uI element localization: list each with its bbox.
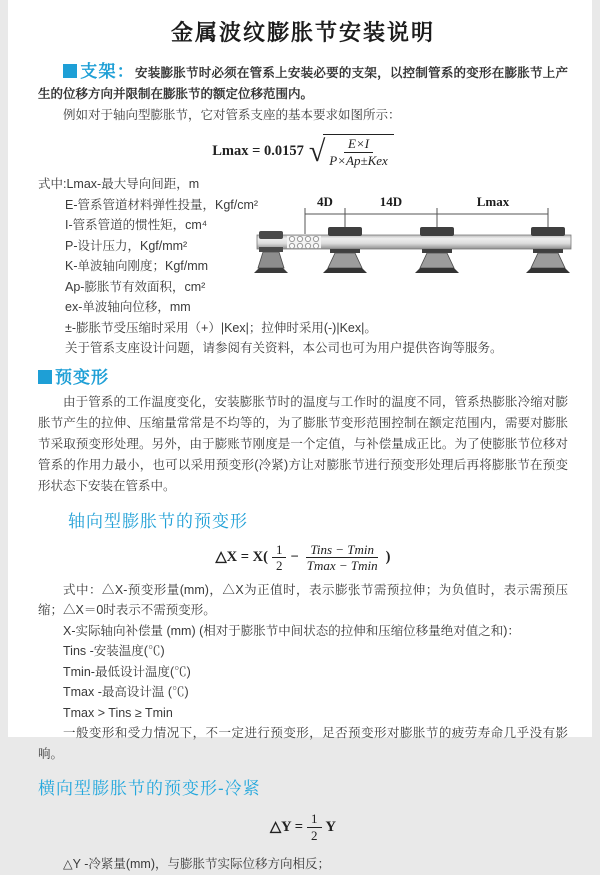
note-line: X-实际轴向补偿量 (mm) (相对于膨胀节中间状态的拉伸和压缩位移量绝对值之和)： <box>63 623 520 638</box>
half-numerator: 1 <box>307 811 322 828</box>
minus-sign: − <box>290 549 299 566</box>
pipe-support-diagram <box>253 192 600 287</box>
guide-support <box>526 227 570 273</box>
guide-support <box>415 227 459 273</box>
support-heading-label: 支架： <box>80 62 135 81</box>
diagram-label-lmax: Lmax <box>476 194 510 209</box>
definition-line: ex-单波轴向位移，mm <box>65 300 191 315</box>
formula-axial-lhs: △X = X( <box>215 549 268 566</box>
formula-lmax-lhs: Lmax = 0.0157 <box>212 142 304 159</box>
support-intro-text: 安装膨胀节时必须在管系上安装必要的支架，以控制管系的变形在膨胀节上产生的位移方向并限制在膨胀节的额定位移范围内。 <box>38 66 568 101</box>
note-line: Tmin-最低设计温度(℃) <box>63 664 191 679</box>
formula-lmax-denominator: P×Ap±Kex <box>329 152 388 168</box>
bellows-icon <box>287 236 321 249</box>
diagram-label-14d: 14D <box>379 194 403 209</box>
formula-lateral-rhs: Y <box>325 818 336 835</box>
document-page <box>8 0 592 871</box>
formula-axial-rhs: ) <box>385 549 391 566</box>
support-intro-paragraph <box>38 61 568 105</box>
support-section-heading <box>63 62 135 81</box>
page-title: 金属波纹膨胀节安装说明 <box>170 20 435 45</box>
definition-line: P-设计压力，Kgf/mm² <box>65 238 188 253</box>
formula-axial <box>38 542 568 574</box>
formula-lmax <box>38 134 568 168</box>
formula-axial-numerator: Tins − Tmin <box>306 542 378 559</box>
diagram-label-4d: 4D <box>317 194 333 209</box>
note-line: 一般变形和受力情况下，不一定进行预变形，足否预变形对膨胀节的疲劳寿命几乎没有影响。 <box>38 726 568 761</box>
note-line: 式中：△X-预变形量(mm)，△X为正值时，表示膨张节需预拉伸；为负值时，表示需预压缩；△X＝0时表示不需预变形。 <box>38 582 568 618</box>
preform-section-heading <box>38 367 568 390</box>
definition-line: E-管系管道材料弹性投量，Kgf/cm² <box>65 197 259 212</box>
definition-line: 式中:Lmax-最大导向间距，m <box>38 177 200 192</box>
note-line: Tmax > Tins ≥ Tmin <box>63 705 173 720</box>
preform-body-paragraph: 由于管系的工作温度变化，安装膨胀节时的温度与工作时的温度不同，管系热膨胀冷缩对膨胀节产生的拉伸、压缩量常常是不均等的，为了膨胀节变形范围控制在额定范围内，需要对膨胀节采取预变形处理。另外，由于膨账节刚度是一个定值，与补偿量成正比。为了使膨胀节位移对管系的作用力最小，也可以采用预变形(冷紧)方让对膨胀节进行预变形处理后再将膨胀节在预变形状态下安装在管系中。 <box>38 394 568 493</box>
definition-line: K-单波轴向刚度；Kgf/mm <box>65 259 209 274</box>
definition-line: I-管系管道的惯性矩，cm⁴ <box>65 218 208 233</box>
formula-lateral-lhs: △Y = <box>270 818 303 835</box>
section-square-icon <box>63 64 77 78</box>
note-line: Tins -安装温度(℃) <box>63 644 165 659</box>
formula-lateral <box>38 811 568 843</box>
section-square-icon <box>38 370 52 384</box>
preform-heading-label: 预变形 <box>55 367 109 387</box>
lateral-note-line: △Y -冷紧量(mm)，与膨胀节实际位移方向相反； <box>63 856 331 871</box>
note-line: Tmax -最高设计温 (℃) <box>63 685 189 700</box>
definition-line: ±-膨胀节受压缩时采用（+）|Kex|；拉伸时采用(-)|Kex|。 <box>65 320 377 335</box>
support-service-note: 关于管系支座设计问题，请参阅有关资料，本公司也可为用户提供咨询等服务。 <box>65 341 503 356</box>
half-denominator: 2 <box>311 827 318 843</box>
anchor-support <box>254 231 288 273</box>
half-denominator: 2 <box>275 558 283 574</box>
sqrt-icon: √ <box>308 135 326 168</box>
half-numerator: 1 <box>272 542 287 559</box>
definition-line: Ap-膨胀节有效面积，cm² <box>65 279 206 294</box>
support-example-line: 例如对于轴向型膨胀节，它对管系支座的基本要求如图所示： <box>63 108 401 122</box>
axial-subheading: 轴向型膨胀节的预变形 <box>68 511 248 531</box>
formula-lmax-numerator: E×I <box>344 136 373 153</box>
lateral-subheading: 横向型膨胀节的预变形-冷紧 <box>38 779 261 799</box>
formula-axial-denominator: Tmax − Tmin <box>306 558 378 574</box>
guide-support <box>323 227 367 273</box>
radical-sign <box>309 134 394 168</box>
